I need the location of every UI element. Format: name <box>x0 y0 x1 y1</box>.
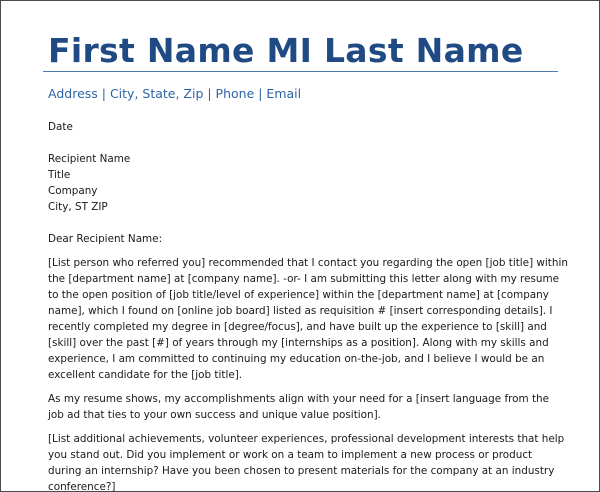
recipient-company: Company <box>48 185 98 197</box>
recipient-city-state-zip: City, ST ZIP <box>48 201 108 213</box>
recipient-title: Title <box>48 169 71 181</box>
recipient-name: Recipient Name <box>48 153 131 165</box>
contact-line: Address | City, State, Zip | Phone | Email <box>48 86 302 101</box>
recipient-block <box>48 151 568 215</box>
paragraph-3: [List additional achievements, volunteer experiences, professional development interests that help you stand out. Did you implement or work on a team to implement a new process or product during an internship? Have you been chosen to present materials for the company at an industry conference?] <box>48 433 565 492</box>
header-divider <box>43 71 558 72</box>
paragraph-2: As my resume shows, my accomplishments align with your need for a [insert language from the job ad that ties to your own success and unique value position]. <box>48 393 549 421</box>
letter-date: Date <box>48 121 73 133</box>
paragraph-1: [List person who referred you] recommended that I contact you regarding the open [job title] within the [department name] at [company name]. -or- I am submitting this letter along with my resume to the open position of [job title/level of experience] within the [department name] at [company name], which I found on [online job board] listed as requisition # [insert corresponding details]. I recently completed my degree in [degree/focus], and have built up the experience to [skill] and [skill] over the past [#] of years through my [internships as a position]. Along with my skills and experience, I am committed to continuing my education on-the-job, and I believe I would be an excellent candidate for the [job title]. <box>48 257 568 381</box>
letter-body <box>48 119 568 492</box>
salutation: Dear Recipient Name: <box>48 233 163 245</box>
sender-name-heading: First Name MI Last Name <box>48 31 524 70</box>
